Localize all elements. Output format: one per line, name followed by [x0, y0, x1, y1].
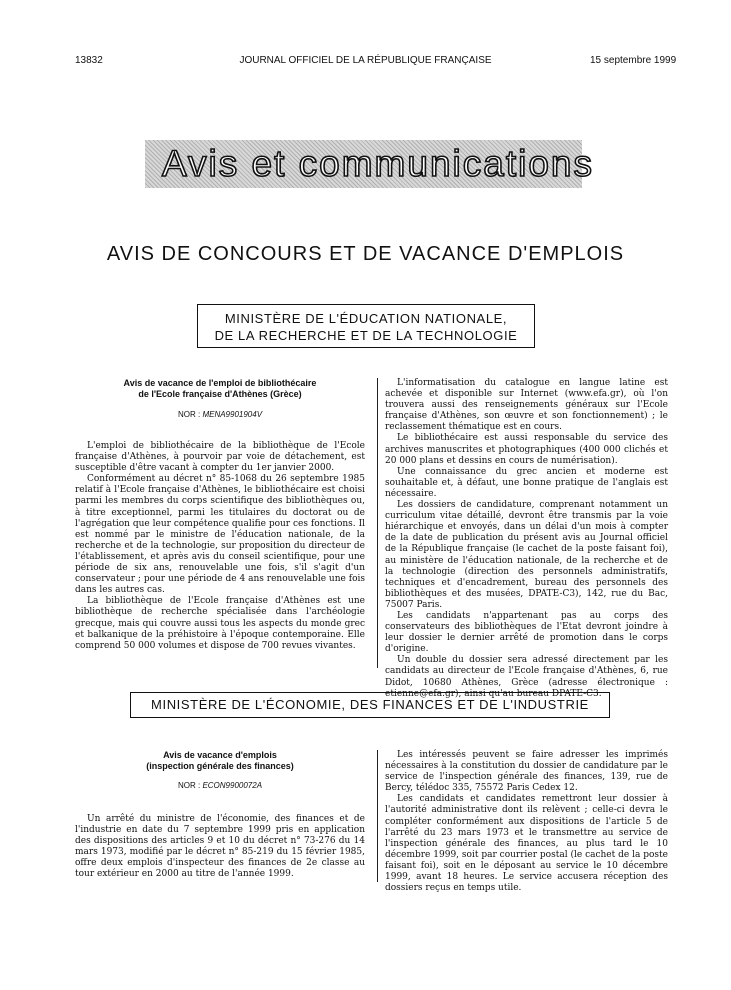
- article1-right-paragraph: Le bibliothécaire est aussi responsable du service des archives manuscrites et photographiques (400 000 clichés et 20 000 plans et dessins en cours de numérisation).: [385, 433, 668, 466]
- ministry-economy-box: [130, 692, 610, 718]
- article2-nor: [75, 781, 365, 790]
- article2-right-paragraph: Les intéressés peuvent se faire adresser les imprimés nécessaires à la constitution du dossier de candidature par le service de l'inspection générale des finances, 139, rue de Bercy, télédoc 335, 75572 Paris Cedex 12.: [385, 750, 668, 794]
- article2-right-column: [385, 750, 668, 894]
- article1-right-paragraph: Les candidats n'appartenant pas au corps des conservateurs des bibliothèques de l'Etat devront joindre à leur dossier le dernier arrêté de promotion dans le corps d'origine.: [385, 610, 668, 655]
- article1-right-paragraph: Une connaissance du grec ancien et moderne est souhaitable et, à défaut, une bonne pratique de l'anglais est nécessaire.: [385, 466, 668, 499]
- article1-nor-code: MENA9901904V: [202, 410, 263, 419]
- article1-title-line2: de l'Ecole française d'Athènes (Grèce): [138, 389, 302, 399]
- article1-nor: [75, 410, 365, 419]
- article1-left-column: [75, 378, 365, 652]
- journal-title: JOURNAL OFFICIEL DE LA RÉPUBLIQUE FRANÇAISE: [239, 55, 492, 66]
- article1-right-paragraph: Les dossiers de candidature, comprenant notamment un curriculum vitae détaillé, devront être transmis par la voie hiérarchique et envoyés, dans un délai d'un mois à compter de la date de publication du présent avis au Journal officiel de la République française (le cachet de la poste faisant foi), au ministère de l'éducation nationale, de la recherche et de la technologie (direction des personnels administratifs, techniques et d'encadrement, bureau des personnels des bibliothèques et des musées, DPATE-C3), 142, rue du Bac, 75007 Paris.: [385, 500, 668, 610]
- ministry-education-line2: DE LA RECHERCHE ET DE LA TECHNOLOGIE: [214, 328, 518, 343]
- ministry-economy-title: MINISTÈRE DE L'ÉCONOMIE, DES FINANCES ET DE L'INDUSTRIE: [151, 697, 589, 712]
- page-number: 13832: [75, 55, 103, 66]
- article1-left-paragraph: La bibliothèque de l'Ecole française d'Athènes est une bibliothèque de recherche spécialisée dans l'archéologie grecque, mais qui couvre aussi tous les aspects du monde grec et balkanique de la préhistoire à l'époque contemporaine. Elle comprend 50 000 volumes et dispose de 700 revues vivantes.: [75, 596, 365, 651]
- article2-title: [75, 750, 365, 772]
- article2-title-line1: Avis de vacance d'emplois: [163, 750, 277, 760]
- article1-right-paragraph: Un double du dossier sera adressé directement par les candidats au directeur de l'Ecole française d'Athènes, 6, rue Didot, 10680 Athènes, Grèce (adresse électronique : etienne@efa.gr), ainsi qu'au bureau DPATE-C3.: [385, 655, 668, 699]
- article2-left-paragraph: Un arrêté du ministre de l'économie, des finances et de l'industrie en date du 7 septembre 1999 pris en application des dispositions des articles 9 et 10 du décret n° 73-276 du 14 mars 1973, modifié par le décret n° 85-219 du 15 février 1985, offre deux emplois d'inspecteur des finances de 2e classe au tour extérieur en 2000 au titre de l'année 1999.: [75, 814, 365, 880]
- article2-left-column: [75, 750, 365, 881]
- article1-title: [75, 378, 365, 400]
- article1-nor-label: NOR :: [177, 410, 201, 419]
- article1-right-paragraph: L'informatisation du catalogue en langue latine est achevée et disponible sur Internet (www.efa.gr), où l'on trouvera aussi des renseignements généraux sur l'Ecole française d'Athènes, son œuvre et son fonctionnement) ; le reclassement thématique est en cours.: [385, 378, 668, 433]
- publication-date: 15 septembre 1999: [590, 55, 677, 66]
- article1-left-paragraph: L'emploi de bibliothécaire de la bibliothèque de l'Ecole française d'Athènes, à pourvoir par voie de détachement, est susceptible d'être vacant à compter du 1er janvier 2000.: [75, 441, 365, 474]
- article1-left-paragraph: Conformément au décret n° 85-1068 du 26 septembre 1985 relatif à l'Ecole française d'Athènes, le bibliothécaire est choisi parmi les membres du corps scientifique des bibliothèques ou, à titre exceptionnel, parmi les titulaires du doctorat ou de l'agrégation que leur compétence qualifie pour ces fonctions. Il est nommé par le ministre de l'éducation nationale, de la recherche et de la technologie, sur proposition du directeur de l'établissement, et après avis du conseil scientifique, pour une période de six ans, renouvelable une fois, s'il s'agit d'un conservateur ; pour une période de 4 ans renouvelable une fois dans les autres cas.: [75, 474, 365, 596]
- article2-nor-code: ECON9900072A: [202, 781, 263, 790]
- article2-title-line2: (inspection générale des finances): [146, 761, 294, 771]
- article2-nor-label: NOR :: [177, 781, 201, 790]
- ministry-education-box: [197, 304, 535, 348]
- ministry-education-line1: MINISTÈRE DE L'ÉDUCATION NATIONALE,: [224, 311, 508, 326]
- banner-title: Avis et communications: [162, 143, 594, 184]
- article2-right-paragraph: Les candidats et candidates remettront leur dossier à l'autorité administrative dont ils relèvent ; celle-ci devra le compléter conformément aux dispositions de l'article 5 de l'arrêté du 23 mars 1973 et le transmettre au service de l'inspection générale des finances, au plus tard le 10 décembre 1999, soit par courrier postal (le cachet de la poste faisant foi), soit en le déposant au service le 10 décembre 1999, avant 18 heures. Le service accusera réception des dossiers reçus en temps utile.: [385, 794, 668, 894]
- article1-right-column: [385, 378, 668, 700]
- article1-title-line1: Avis de vacance de l'emploi de bibliothécaire: [123, 378, 317, 388]
- column-divider: [377, 378, 378, 668]
- column-divider: [377, 750, 378, 882]
- section-title: AVIS DE CONCOURS ET DE VACANCE D'EMPLOIS: [106, 243, 625, 265]
